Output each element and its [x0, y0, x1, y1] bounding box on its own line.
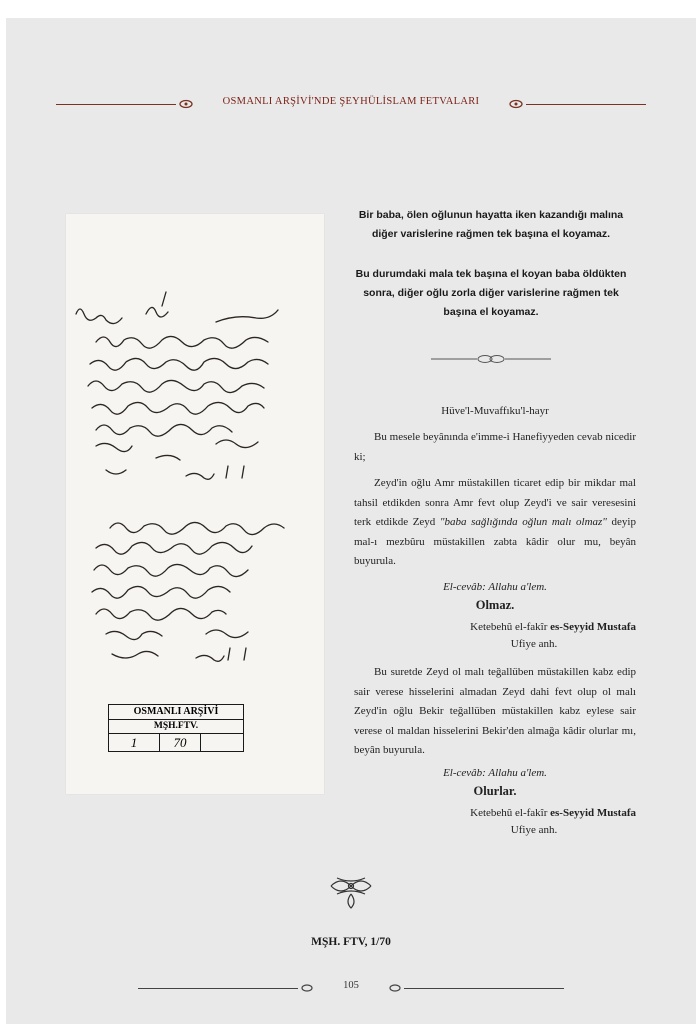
header-rule-left: [56, 104, 176, 105]
header-ornament-left-icon: [178, 98, 194, 110]
answer-1-verdict: Olmaz.: [475, 598, 515, 612]
signature-1-name: es-Seyyid Mustafa: [550, 621, 636, 633]
signature-2-suffix: Ufiye anh.: [510, 824, 558, 836]
answer-1-label: El-cevâb: Allahu a'lem.: [443, 581, 547, 593]
document-reference: MŞH. FTV, 1/70: [311, 936, 391, 948]
header-ornament-right-icon: [508, 98, 524, 110]
signature-2-prefix: Ketebehû el-fakîr: [470, 807, 551, 819]
fetva-question-2: Bu suretde Zeyd ol malı teğallüben müstakillen kabz edip sair verese hisselerini almadan Zeyd dahi fevt olup ol malı Zeyd'in oğlu Bekir teğallüben müstakillen kabz eylese sair verese ol maldan hisselerini Bekir'den almağa kâdir olurlar mı, beyân buyurula.: [354, 666, 636, 756]
header-rule-right: [526, 104, 646, 105]
fetva-intro: Bu mesele beyânında e'imme-i Hanefiyyeden cevab nicedir ki;: [354, 431, 636, 463]
summary-paragraph-2: Bu durumdaki mala tek başına el koyan baba öldükten sonra, diğer oğlu zorla diğer varislerine rağmen tek başına el koyamaz.: [355, 268, 627, 318]
stamp-folio: 70: [160, 734, 201, 751]
stamp-collection: MŞH.FTV.: [109, 720, 243, 734]
question-1-text-a: Zeyd'in oğlu Amr müstakillen ticaret edip bir mikdar mal tahsil etdikden sonra Amr fevt olup Zeyd'i ve sair veresesini terk etdikde Zeyd: [354, 477, 636, 528]
calligraphic-knot-ornament-icon: [327, 866, 375, 914]
question-1-quote: "baba sağlığında oğlun malı olmaz": [439, 516, 607, 528]
stamp-archive-name: OSMANLI ARŞİVİ: [109, 705, 243, 720]
page-number: 105: [343, 980, 359, 991]
section-divider-ornament-icon: [431, 353, 551, 365]
footer-ornament-right-icon: [388, 982, 402, 994]
running-header: [6, 94, 696, 114]
stamp-volume: 1: [109, 734, 160, 751]
footer-rule-right: [404, 988, 564, 989]
signature-2-name: es-Seyyid Mustafa: [550, 807, 636, 819]
page: [6, 18, 696, 1024]
fetva-question-1: [354, 474, 636, 572]
answer-2-verdict: Olurlar.: [473, 784, 517, 798]
signature-1-prefix: Ketebehû el-fakîr: [470, 621, 551, 633]
signature-1-suffix: Ufiye anh.: [510, 638, 558, 650]
manuscript-image: [66, 214, 324, 794]
footer-ornament-left-icon: [300, 982, 314, 994]
answer-2-label: El-cevâb: Allahu a'lem.: [443, 767, 547, 779]
header-title: OSMANLI ARŞİVİ'NDE ŞEYHÜLİSLAM FETVALARI: [222, 96, 480, 107]
footer-rule-left: [138, 988, 298, 989]
fetva-heading: Hüve'l-Muvaffıku'l-hayr: [441, 405, 549, 417]
question-1-text-b: deyip mal-ı mezbûru müstakillen zabta kâdir olur mu, beyân buyurula.: [354, 516, 636, 567]
archive-stamp: [108, 704, 244, 752]
summary-paragraph-1: Bir baba, ölen oğlunun hayatta iken kazandığı malına diğer varislerine rağmen tek başına el koyamaz.: [358, 209, 624, 240]
